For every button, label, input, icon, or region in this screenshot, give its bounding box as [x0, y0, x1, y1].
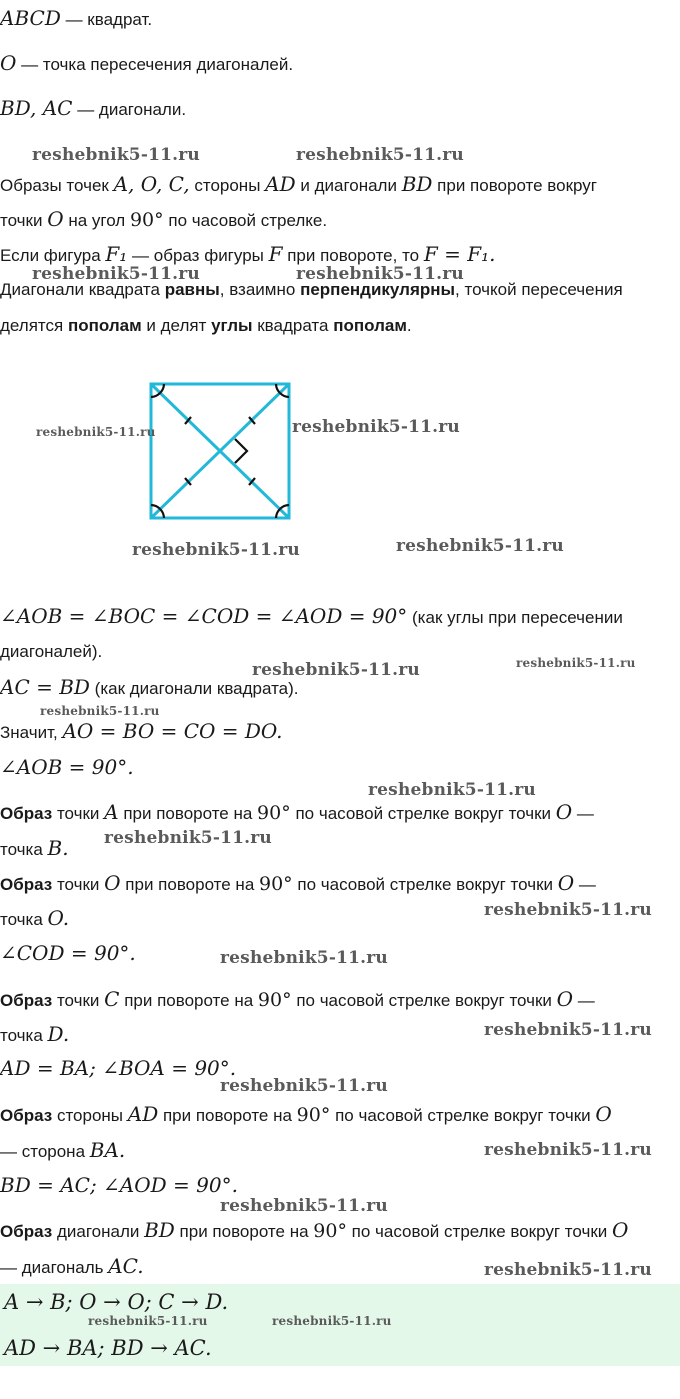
- math: O.: [47, 906, 70, 930]
- text: и диагонали: [295, 176, 402, 195]
- bold: Образ: [0, 1222, 53, 1241]
- text: точка: [0, 910, 48, 929]
- watermark: reshebnik5-11.ru: [220, 1076, 388, 1096]
- math: ABCD: [0, 6, 61, 30]
- text: точка: [0, 1026, 48, 1045]
- text: (как углы при пересечении: [407, 608, 623, 627]
- math: O: [557, 871, 575, 895]
- watermark: reshebnik5-11.ru: [88, 1314, 208, 1328]
- watermark: reshebnik5-11.ru: [104, 828, 272, 848]
- text: , точкой пересечения: [455, 280, 623, 299]
- answer-line-2: AD → BA; BD → AC.: [4, 1336, 212, 1360]
- watermark: reshebnik5-11.ru: [484, 1140, 652, 1160]
- text: Диагонали квадрата: [0, 280, 165, 299]
- math: O: [595, 1102, 612, 1126]
- cod-line: [0, 941, 136, 967]
- text: по часовой стрелке вокруг точки: [290, 804, 556, 823]
- text: — диагональ: [0, 1258, 109, 1277]
- given-diagonals: [0, 96, 186, 122]
- bold: пополам: [67, 316, 142, 335]
- math: O: [0, 51, 17, 75]
- ad-line: [0, 1056, 236, 1082]
- text: при повороте на: [120, 875, 259, 894]
- text: Значит,: [0, 723, 63, 742]
- watermark: reshebnik5-11.ru: [368, 780, 536, 800]
- math: ∠AOB = ∠BOC = ∠COD = ∠AOD = 90°: [0, 604, 408, 628]
- text: точки: [52, 991, 105, 1010]
- bold: углы: [211, 316, 253, 335]
- given-point-o: [0, 51, 293, 77]
- math: 90°: [257, 802, 291, 824]
- watermark: reshebnik5-11.ru: [132, 540, 300, 560]
- image-c-line-2: [0, 1022, 69, 1048]
- bold: перпендикулярны: [300, 280, 456, 299]
- math: AD: [265, 172, 296, 196]
- math: 90°: [313, 1220, 347, 1242]
- watermark: reshebnik5-11.ru: [40, 704, 160, 718]
- math: BD, AC: [0, 96, 73, 120]
- text: по часовой стрелке вокруг точки: [291, 991, 557, 1010]
- watermark: reshebnik5-11.ru: [484, 1260, 652, 1280]
- math: BD: [401, 172, 433, 196]
- text: Образы точек: [0, 176, 114, 195]
- text: стороны: [52, 1106, 128, 1125]
- image-a-line-1: [0, 800, 594, 826]
- text: —: [574, 875, 596, 894]
- text: по часовой стрелке вокруг точки: [330, 1106, 596, 1125]
- math: AD = BA; ∠BOA = 90°.: [0, 1056, 237, 1080]
- property-line-2: [0, 314, 412, 338]
- math: AO = BO = CO = DO.: [62, 719, 283, 743]
- image-bd-line-2: [0, 1254, 144, 1280]
- bold: пополам: [333, 316, 407, 335]
- watermark: reshebnik5-11.ru: [272, 1314, 392, 1328]
- math: O: [104, 871, 121, 895]
- image-o-line-1: [0, 871, 596, 897]
- image-ad-line-2: [0, 1138, 125, 1164]
- angles-line-2: [0, 640, 102, 664]
- watermark: reshebnik5-11.ru: [484, 1020, 652, 1040]
- text: .: [406, 316, 412, 335]
- text: диагонали: [52, 1222, 145, 1241]
- image-o-line-2: [0, 906, 69, 932]
- math: F: [268, 242, 283, 266]
- math: A, O, C,: [113, 172, 190, 196]
- text: , взаимно: [219, 280, 301, 299]
- bold: Образ: [0, 991, 53, 1010]
- math: AC.: [108, 1254, 144, 1278]
- text: —: [573, 991, 595, 1010]
- text: — точка пересечения диагоналей.: [16, 55, 294, 74]
- watermark: reshebnik5-11.ru: [396, 536, 564, 556]
- text: при повороте, то: [282, 246, 424, 265]
- math: A: [104, 800, 119, 824]
- text: по часовой стрелке вокруг точки: [346, 1222, 612, 1241]
- text: при повороте на: [158, 1106, 297, 1125]
- watermark: reshebnik5-11.ru: [36, 425, 156, 439]
- text: точки: [52, 804, 105, 823]
- watermark: reshebnik5-11.ru: [516, 656, 636, 670]
- math: O: [612, 1218, 629, 1242]
- text: диагоналей).: [0, 642, 103, 661]
- text: по часовой стрелке вокруг точки: [292, 875, 558, 894]
- watermark: reshebnik5-11.ru: [32, 145, 200, 165]
- image-bd-line-1: [0, 1218, 628, 1244]
- bold: Образ: [0, 804, 53, 823]
- bd-line: [0, 1173, 238, 1199]
- math: 90°: [296, 1104, 331, 1126]
- math: O: [556, 987, 574, 1011]
- watermark: reshebnik5-11.ru: [220, 1196, 388, 1216]
- text: по часовой стрелке.: [163, 211, 328, 230]
- math: O: [47, 207, 64, 231]
- text: точки: [0, 211, 48, 230]
- math: D.: [47, 1022, 70, 1046]
- image-a-line-2: [0, 836, 69, 862]
- watermark: reshebnik5-11.ru: [32, 264, 200, 284]
- watermark: reshebnik5-11.ru: [296, 145, 464, 165]
- bold: Образ: [0, 1106, 53, 1125]
- text: — диагонали.: [72, 100, 187, 119]
- hence-line: [0, 719, 283, 745]
- watermark: reshebnik5-11.ru: [292, 417, 460, 437]
- watermark: reshebnik5-11.ru: [296, 264, 464, 284]
- math: 90°: [259, 873, 293, 895]
- math: BD = AC; ∠AOD = 90°.: [0, 1173, 238, 1197]
- task-line-2: [0, 207, 327, 233]
- text: — квадрат.: [60, 10, 153, 29]
- answer-line-1: A → B; O → O; C → D.: [4, 1290, 229, 1314]
- right-angle-mark: [235, 439, 247, 463]
- image-ad-line-1: [0, 1102, 612, 1128]
- square-diagram: [138, 372, 302, 530]
- image-c-line-1: [0, 987, 595, 1013]
- math: BD: [144, 1218, 175, 1242]
- task-line-1: [0, 172, 597, 198]
- text: — образ фигуры: [127, 246, 269, 265]
- math: B.: [47, 836, 69, 860]
- math: F = F₁.: [423, 242, 496, 266]
- text: точка: [0, 840, 48, 859]
- text: и делят: [141, 316, 212, 335]
- watermark: reshebnik5-11.ru: [484, 900, 652, 920]
- bold: равны: [164, 280, 220, 299]
- math: 90°: [257, 989, 292, 1011]
- math: C: [104, 987, 120, 1011]
- math: BA.: [89, 1138, 126, 1162]
- math: AD: [127, 1102, 159, 1126]
- text: при повороте на: [174, 1222, 314, 1241]
- math: ∠COD = 90°.: [0, 941, 136, 965]
- watermark: reshebnik5-11.ru: [252, 660, 420, 680]
- text: при повороте вокруг: [432, 176, 598, 195]
- text: точки: [52, 875, 105, 894]
- math: 90°: [129, 209, 164, 231]
- text: квадрата: [252, 316, 334, 335]
- text: делятся: [0, 316, 68, 335]
- math: O: [555, 800, 573, 824]
- bold: Образ: [0, 875, 53, 894]
- text: — сторона: [0, 1142, 90, 1161]
- text: —: [572, 804, 594, 823]
- angles-line: [0, 604, 623, 630]
- text: Если фигура: [0, 246, 106, 265]
- math: ∠AOB = 90°.: [0, 755, 134, 779]
- aob-line: [0, 755, 134, 781]
- text: стороны: [189, 176, 266, 195]
- text: на угол: [63, 211, 130, 230]
- given-square: [0, 6, 152, 32]
- watermark: reshebnik5-11.ru: [220, 948, 388, 968]
- math: F₁: [105, 242, 128, 266]
- math: AC = BD: [0, 675, 90, 699]
- text: при повороте на: [118, 804, 258, 823]
- text: при повороте на: [119, 991, 258, 1010]
- text: (как диагонали квадрата).: [89, 679, 299, 698]
